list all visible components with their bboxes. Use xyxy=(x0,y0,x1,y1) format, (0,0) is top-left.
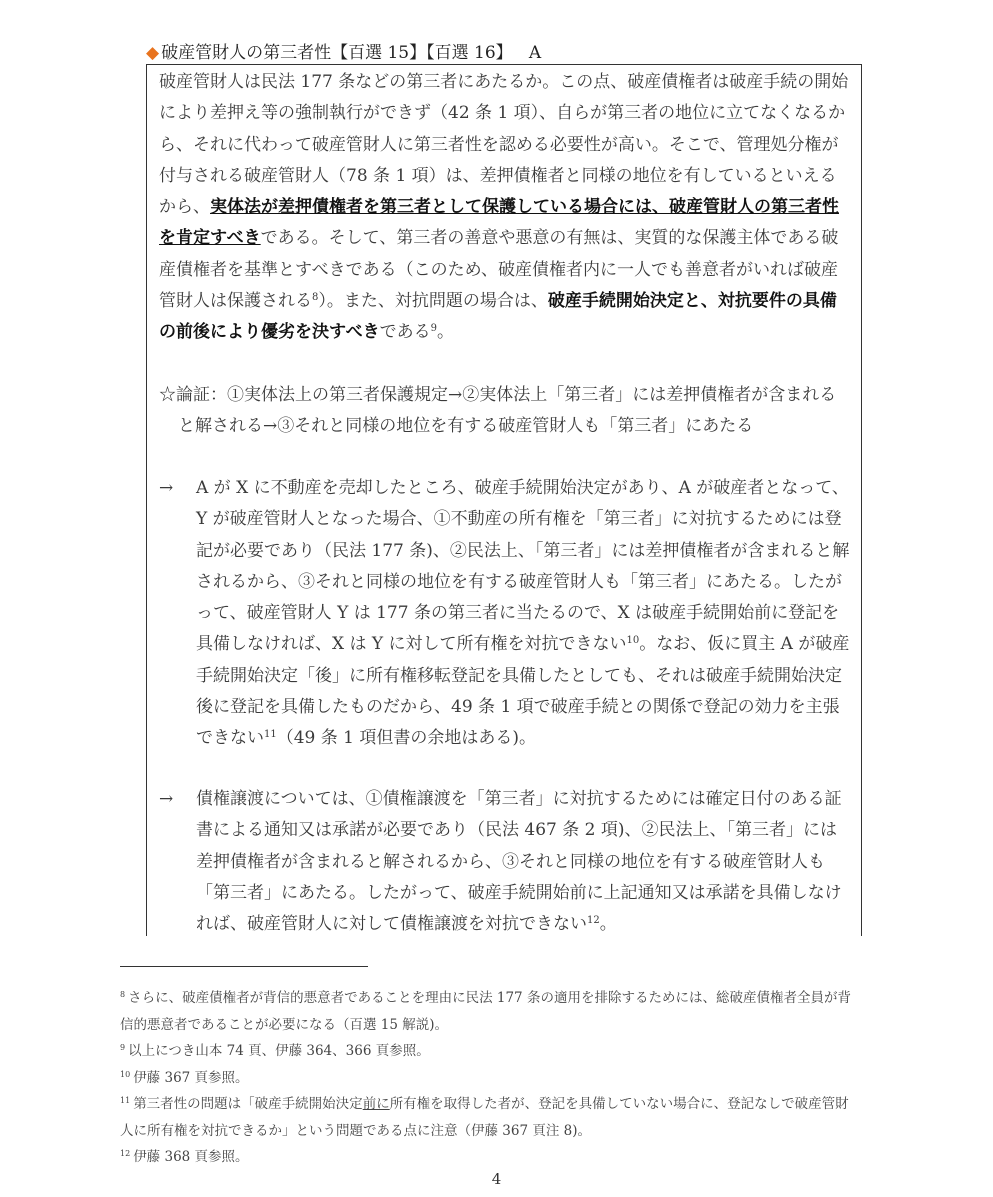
rank-label: A xyxy=(528,43,542,63)
footnote-number: 10 xyxy=(120,1069,131,1079)
arrow-icon: → xyxy=(159,478,174,498)
main-paragraph xyxy=(159,67,851,349)
footnotes xyxy=(120,985,860,1171)
footnote-11 xyxy=(120,1091,860,1144)
footnote-number: 9 xyxy=(120,1043,126,1052)
footnote-divider xyxy=(120,966,368,967)
footnote-ref-8[interactable]: 8 xyxy=(312,292,319,304)
main-text-1: 破産管財人は民法 177 条などの第三者にあたるか。この点、破産債権者は破産手続の開始により差押え等の強制執行ができず（42 条 1 項）、自らが第三者の地位に立てなくなるから、それに代わって破産管財人に第三者性を認める必要性が高い。そこで、管理処分権が付与される破産管財人（78 条 1 項）は、差押債権者と同様の地位を有しているといえるから、 xyxy=(159,72,849,218)
footnote-text: さらに、破産債権者が背信的悪意者であることを理由に民法 177 条の適用を排除するためには、総破産債権者全員が背信的悪意者であることが必要になる（百選 15 解説)。 xyxy=(120,990,851,1033)
footnote-number: 12 xyxy=(120,1149,131,1158)
emphasis-rule-2: 破産手続開始決定と、対抗要件の具備の前後により優劣を決すべき xyxy=(159,291,837,343)
footnote-12 xyxy=(120,1144,860,1171)
footnote-number: 11 xyxy=(120,1096,131,1105)
argument-summary: ☆論証：①実体法上の第三者保護規定→②実体法上「第三者」には差押債権者が含まれると解される→③それと同様の地位を有する破産管財人も「第三者」にあたる xyxy=(159,385,837,437)
main-text-4: である xyxy=(379,322,431,343)
footnote-ref-11[interactable]: 11 xyxy=(264,729,277,741)
example-real-estate xyxy=(159,473,851,755)
arrow-icon: → xyxy=(159,789,174,809)
footnote-text: 第三者性の問題は「破産手続開始決定 xyxy=(133,1096,363,1112)
footnote-10 xyxy=(120,1065,860,1092)
example1-text-1: A が X に不動産を売却したところ、破産手続開始決定があり、A が破産者となって、Y が破産管財人となった場合、①不動産の所有権を「第三者」に対抗するためには登記が必要であり（民法 177 条)、②民法上、「第三者」には差押債権者が含まれると解されるから、③それと同様の地位を有する破産管財人も「第三者」にあたる。したがって、破産管財人 Y は 177 条の第三者に当たるので、X は破産手続開始前に登記を具備しなければ、X は Y に対して所有権を対抗できない xyxy=(196,478,850,655)
footnote-text: 以上につき山本 74 頁、伊藤 364、366 頁参照。 xyxy=(128,1043,430,1059)
footnote-text: 所有権を取得した者が、登記を具備していない場合に、登記なしで破産管財人に所有権を対抗できるか」という問題である点に注意（伊藤 367 頁注 8)。 xyxy=(120,1096,849,1139)
example2-text-2: 。 xyxy=(599,914,617,935)
section-heading xyxy=(146,38,541,63)
footnote-text: 伊藤 368 頁参照。 xyxy=(133,1149,249,1165)
example-claim-assignment xyxy=(159,784,851,940)
main-text-3: ）。また、対抗問題の場合は、 xyxy=(318,291,548,312)
content-box xyxy=(146,64,862,936)
heading-title: 破産管財人の第三者性【百選 15】【百選 16】 xyxy=(161,43,513,63)
footnote-underlined-text: 前に xyxy=(362,1096,390,1112)
footnote-9 xyxy=(120,1038,860,1065)
page-number: 4 xyxy=(491,1170,502,1188)
footnote-ref-12[interactable]: 12 xyxy=(587,915,600,927)
emphasis-rule-1: 実体法が差押債権者を第三者として保護している場合には、破産管財人の第三者性を肯定すべき xyxy=(159,197,839,249)
footnote-text: 伊藤 367 頁参照。 xyxy=(133,1069,249,1086)
example1-text-2: 。なお、仮に買主 A が破産手続開始決定「後」に所有権移転登記を具備したとしても、それは破産手続開始決定後に登記を具備したものだから、49 条 1 項で破産手続との関係で登記の効力を主張できない xyxy=(196,634,850,749)
footnote-8 xyxy=(120,985,860,1038)
main-text-2: である。そして、第三者の善意や悪意の有無は、実質的な保護主体である破産債権者を基準とすべきである（このため、破産債権者内に一人でも善意者がいれば破産管財人は保護される xyxy=(159,228,839,312)
diamond-icon: ◆ xyxy=(146,43,160,63)
example2-text-1: 債権譲渡については、①債権譲渡を「第三者」に対抗するためには確定日付のある証書による通知又は承諾が必要であり（民法 467 条 2 項)、②民法上、「第三者」には差押債権者が含まれると解されるから、③それと同様の地位を有する破産管財人も「第三者」にあたる。したがって、破産手続開始前に上記通知又は承諾を具備しなければ、破産管財人に対して債権譲渡を対抗できない xyxy=(196,789,842,935)
example1-text-3: （49 条 1 項但書の余地はある)。 xyxy=(276,728,537,749)
main-text-5: 。 xyxy=(437,322,455,343)
footnote-number: 8 xyxy=(120,990,126,999)
footnote-ref-10[interactable]: 10 xyxy=(626,635,640,647)
footnote-ref-9[interactable]: 9 xyxy=(430,323,438,335)
